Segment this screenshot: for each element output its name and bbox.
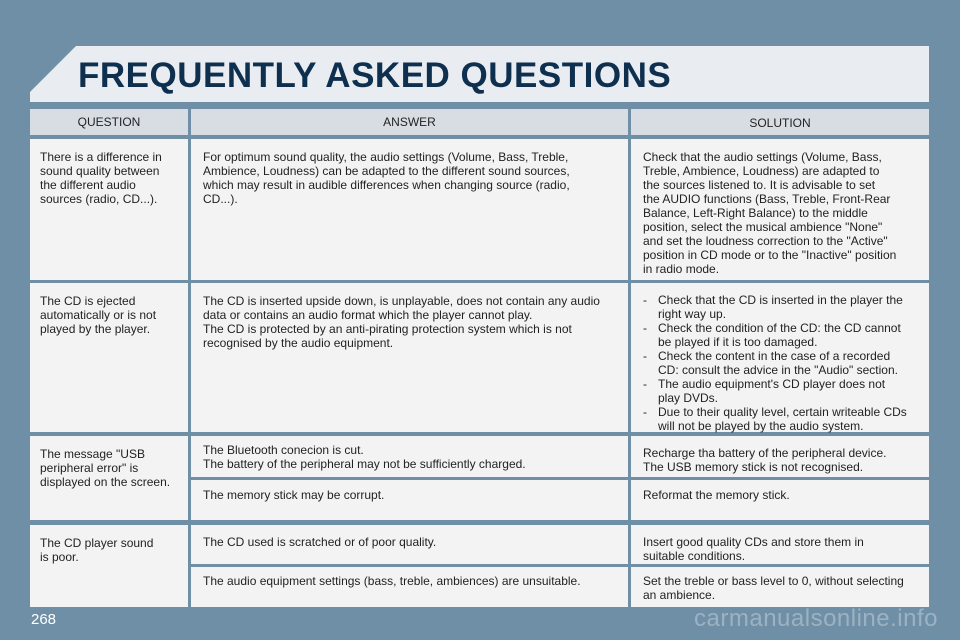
row4-question: The CD player sound is poor. (40, 536, 154, 564)
list-item: - Check that the CD is inserted in the player the right way up. (642, 293, 921, 321)
header-solution-label: SOLUTION (749, 116, 811, 130)
row2-answer: The CD is inserted upside down, is unplayable, does not contain any audio data or contains an audio format which the player cannot play. The CD is protected by an anti-pirating protection system which is not recognised by the audio equipment. (203, 294, 600, 350)
row1-solution-cell (631, 139, 929, 280)
row3b-solution-cell (631, 480, 929, 520)
row3a-answer: The Bluetooth conecion is cut. The battery of the peripheral may not be sufficiently charged. (203, 443, 526, 471)
row4b-solution: Set the treble or bass level to 0, without selecting an ambience. (643, 574, 904, 602)
row4b-answer-cell (191, 567, 628, 607)
row3b-solution: Reformat the memory stick. (643, 488, 790, 502)
header-answer-label: ANSWER (383, 115, 436, 129)
header-question (30, 109, 188, 135)
page-number: 268 (31, 611, 57, 628)
row3b-answer-cell (191, 480, 628, 520)
row3a-answer-cell (191, 436, 628, 477)
row3-question: The message "USB peripheral error" is displayed on the screen. (40, 447, 171, 489)
row1-question-cell (30, 139, 188, 280)
row4a-answer-cell (191, 525, 628, 564)
row2-question-cell (30, 283, 188, 432)
header-question-label: QUESTION (77, 115, 141, 129)
row2-question: The CD is ejected automatically or is not played by the player. (40, 294, 157, 336)
watermark: carmanualsonline.info (694, 605, 938, 632)
row4a-solution: Insert good quality CDs and store them in suitable conditions. (643, 535, 864, 563)
page-title: FREQUENTLY ASKED QUESTIONS (78, 56, 672, 95)
header-solution (631, 109, 929, 135)
row1-question: There is a difference in sound quality between the different audio sources (radio, CD...). (40, 150, 162, 206)
row3a-solution: Recharge tha battery of the peripheral device. The USB memory stick is not recognised. (643, 446, 887, 474)
header-answer (191, 109, 628, 135)
row1-answer-cell (191, 139, 628, 280)
row3a-solution-cell (631, 436, 929, 477)
row4a-answer: The CD used is scratched or of poor quality. (203, 535, 437, 549)
row1-solution: Check that the audio settings (Volume, Bass, Treble, Ambience, Loudness) are adapted to the sources listened to. It is advisable to set the AUDIO functions (Bass, Treble, Front-Rear Balance, Left-Right Balance) to the middle position, select the musical ambience "None" and set the loudness correction to the "Active" position in CD mode or to the "Inactive" position in radio mode. (643, 150, 897, 276)
row2-answer-cell (191, 283, 628, 432)
list-item: - Due to their quality level, certain writeable CDs will not be played by the audio system. (642, 405, 921, 433)
row3b-answer: The memory stick may be corrupt. (203, 488, 385, 502)
list-item: - Check the content in the case of a recorded CD: consult the advice in the "Audio" section. (642, 349, 921, 377)
row2-solution-cell (631, 283, 929, 432)
row2-solution-list (642, 293, 921, 433)
row4b-solution-cell (631, 567, 929, 607)
list-item: - Check the condition of the CD: the CD cannot be played if it is too damaged. (642, 321, 921, 349)
row4-question-cell (30, 525, 188, 607)
row4a-solution-cell (631, 525, 929, 564)
row3-question-cell (30, 436, 188, 520)
row4b-answer: The audio equipment settings (bass, treble, ambiences) are unsuitable. (203, 574, 581, 588)
list-item: - The audio equipment's CD player does not play DVDs. (642, 377, 921, 405)
row1-answer: For optimum sound quality, the audio settings (Volume, Bass, Treble, Ambience, Loudness) can be adapted to the different sound sources, which may result in audible differences when changing source (radio, CD...). (203, 150, 570, 206)
